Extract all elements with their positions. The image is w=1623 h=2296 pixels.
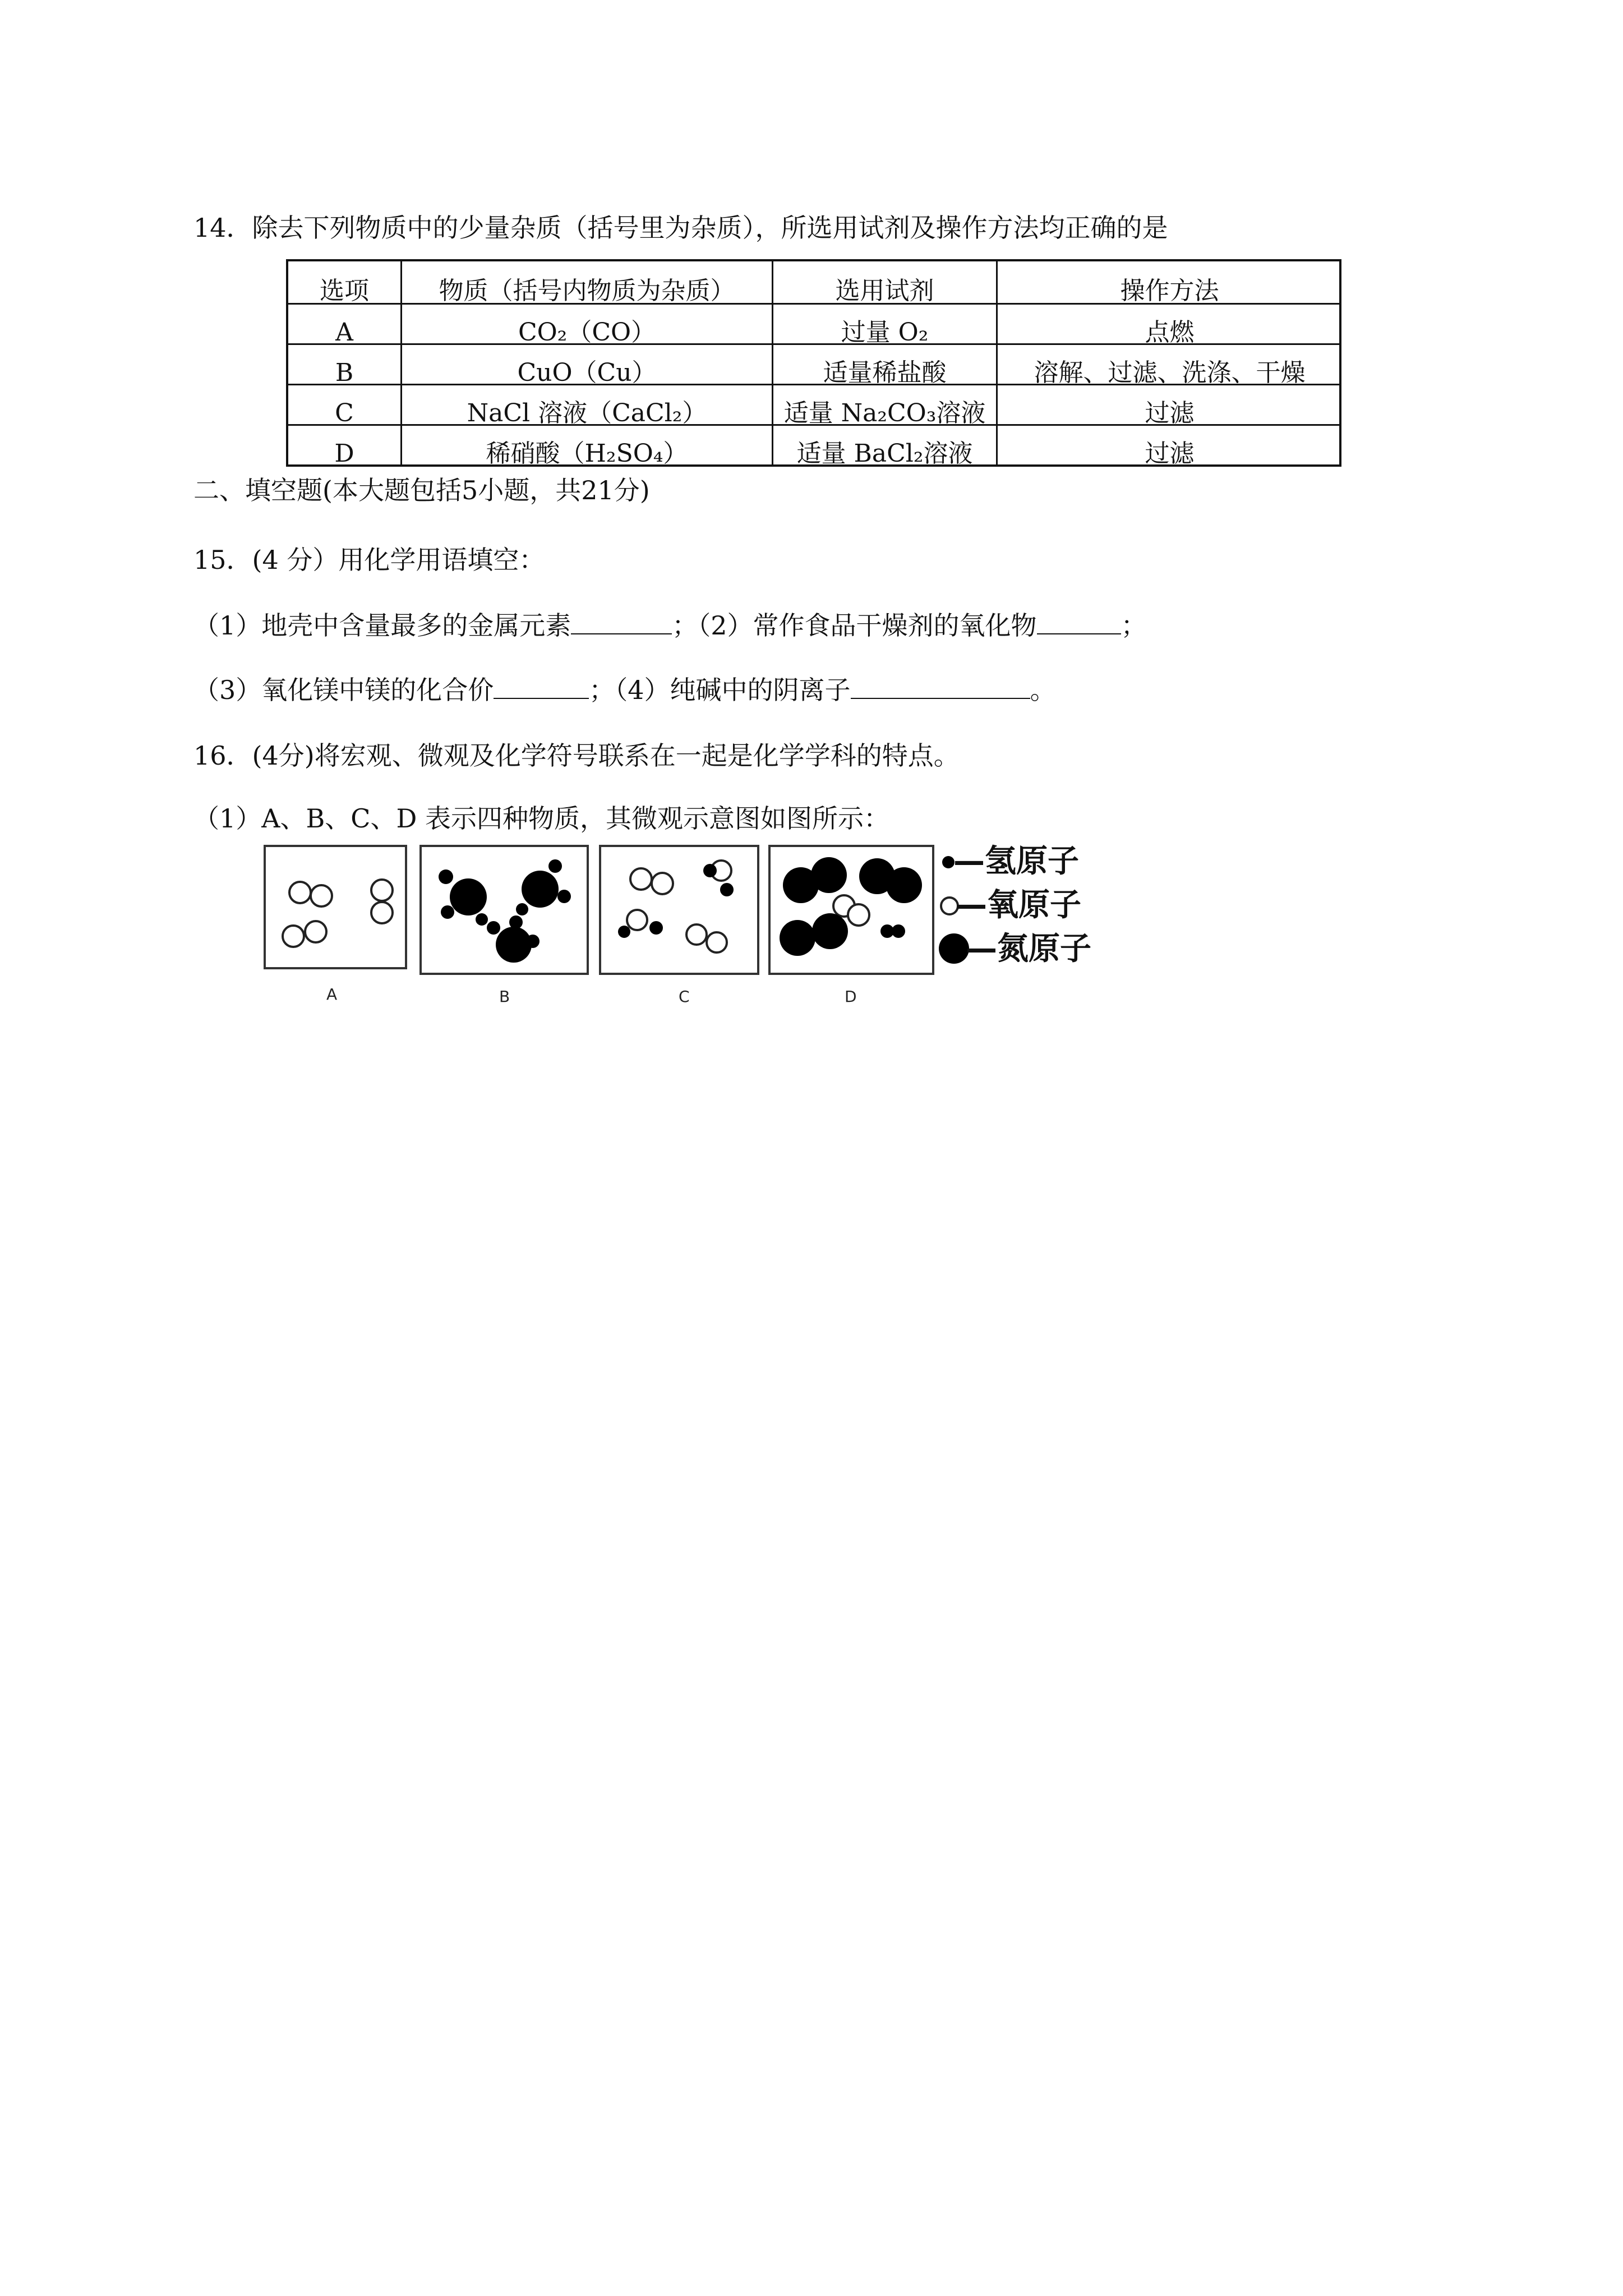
nitrogen-atom (780, 920, 815, 956)
diagram-box-c (599, 845, 759, 975)
hydrogen-atom (548, 859, 562, 873)
table-cell: NaCl 溶液（CaCl₂） (467, 399, 707, 427)
table-cell: CuO（Cu） (517, 359, 657, 387)
nitrogen-atom (450, 878, 487, 915)
hydrogen-atom (487, 921, 500, 935)
hydrogen-atom (509, 915, 523, 929)
diagram-box-a (264, 845, 407, 969)
hydrogen-atom-icon (942, 856, 955, 868)
oxygen-atom (706, 931, 728, 954)
oxygen-atom (370, 878, 394, 902)
table-cell: B (335, 359, 354, 387)
table-cell: CO₂（CO） (518, 319, 656, 347)
answer-blank[interactable] (494, 675, 589, 699)
section-heading: 二、填空题(本大题包括5小题，共21分) (193, 475, 650, 505)
table-cell: A (335, 319, 353, 347)
oxygen-atom (651, 872, 674, 895)
table-cell: D (334, 440, 354, 464)
hydrogen-atom (892, 924, 905, 938)
hydrogen-atom (557, 890, 571, 903)
nitrogen-atom-icon (939, 933, 969, 964)
legend-nitrogen: —氮原子 (966, 931, 1091, 967)
diagram-box-b (419, 845, 589, 975)
nitrogen-atom (812, 913, 848, 949)
table-cell: 溶解、过滤、洗涤、干燥 (1034, 359, 1306, 387)
nitrogen-atom (522, 871, 559, 908)
table-header-substance: 物质（括号内物质为杂质） (439, 277, 735, 305)
table-cell: 过滤 (1145, 399, 1195, 427)
hydrogen-atom (441, 905, 454, 919)
oxygen-atom (304, 920, 328, 944)
oxygen-atom (847, 903, 870, 927)
table-header-reagent: 选用试剂 (835, 277, 934, 305)
reagent-table (286, 259, 1341, 467)
table-cell: 适量稀盐酸 (823, 359, 947, 387)
oxygen-atom (310, 884, 333, 908)
question-15-part-1-2 (193, 610, 1147, 641)
table-cell: 过滤 (1145, 440, 1195, 464)
table-header-option: 选项 (320, 277, 369, 305)
table-cell: 适量 BaCl₂溶液 (796, 440, 973, 464)
question-text: ；（2）常作食品干燥剂的氧化物 (672, 610, 1037, 641)
hydrogen-atom (720, 883, 734, 896)
oxygen-atom (685, 923, 708, 946)
legend (939, 840, 1107, 975)
question-text: ； (1121, 610, 1147, 641)
question-text: ；（4）纯碱中的阴离子 (589, 675, 851, 705)
question-16-part-1: （1）A、B、C、D 表示四种物质，其微观示意图如图所示： (193, 803, 889, 834)
question-15-stem: 15．(4 分）用化学用语填空： (193, 545, 545, 575)
diagram-label-a: A (326, 985, 338, 1004)
answer-blank[interactable] (851, 675, 1030, 699)
oxygen-atom (370, 901, 394, 924)
diagram-label-b: B (499, 987, 510, 1006)
micro-diagram (264, 840, 1105, 1014)
answer-blank[interactable] (1037, 611, 1121, 634)
hydrogen-atom (439, 869, 453, 884)
hydrogen-atom (618, 926, 630, 938)
nitrogen-atom (886, 867, 922, 903)
question-text: 。 (1030, 675, 1056, 705)
table-cell: 过量 O₂ (841, 319, 929, 347)
legend-hydrogen: —氢原子 (953, 843, 1079, 880)
oxygen-atom (288, 881, 312, 904)
legend-oxygen: —氧原子 (956, 887, 1081, 923)
question-text: （3）氧化镁中镁的化合价 (193, 675, 494, 705)
oxygen-atom (629, 867, 653, 891)
table-header-method: 操作方法 (1120, 277, 1219, 305)
hydrogen-atom (516, 903, 528, 915)
hydrogen-atom (526, 935, 540, 948)
oxygen-atom (282, 924, 305, 948)
table-cell: C (335, 399, 354, 427)
diagram-box-d (768, 845, 934, 975)
hydrogen-atom (703, 864, 717, 877)
question-14-stem: 14．除去下列物质中的少量杂质（括号里为杂质），所选用试剂及操作方法均正确的是 (193, 213, 1168, 243)
table-cell: 适量 Na₂CO₃溶液 (783, 399, 986, 427)
table-cell: 稀硝酸（H₂SO₄） (486, 440, 688, 464)
question-16-stem: 16．(4分)将宏观、微观及化学符号联系在一起是化学学科的特点。 (193, 740, 960, 771)
question-text: （1）地壳中含量最多的金属元素 (193, 610, 571, 641)
nitrogen-atom (496, 927, 532, 963)
diagram-label-d: D (845, 987, 857, 1006)
hydrogen-atom (476, 913, 488, 926)
answer-blank[interactable] (571, 611, 672, 634)
hydrogen-atom (649, 921, 663, 935)
nitrogen-atom (811, 857, 847, 893)
question-15-part-3-4 (193, 674, 1056, 706)
diagram-label-c: C (679, 987, 690, 1006)
table-cell: 点燃 (1145, 319, 1195, 347)
